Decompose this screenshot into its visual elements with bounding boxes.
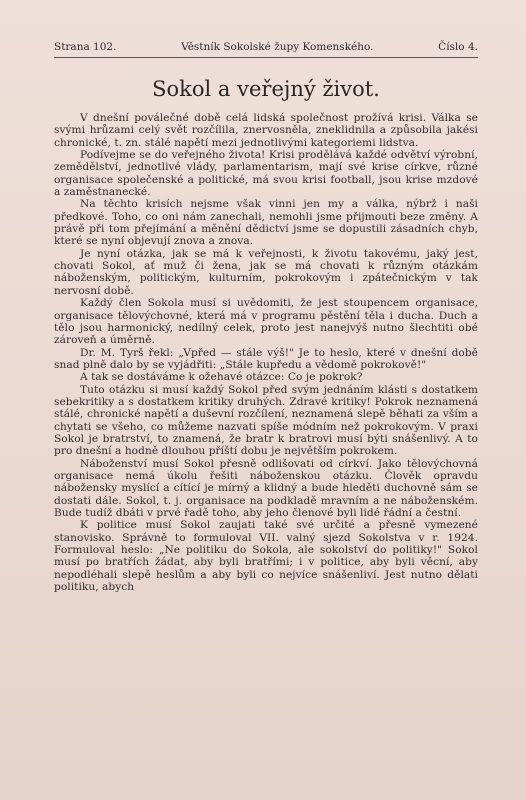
paragraph: K politice musí Sokol zaujati také své určité a přesně vymezené stanovisko. Správně to formuloval VII. valný sjezd Sokolstva v r. 1924. Formuloval heslo: „Ne politiku do Sokola, ale sokolství do politiky!" Sokol musí po bratřích žádat, aby byli bratřími; i v politice, aby byli věcní, aby nepodléhali slepě heslům a aby byli co nejvíce snášenliví. Jest nutno dělati politiku, abych bbox=[54, 519, 478, 594]
article-title: Sokol a veřejný život. bbox=[152, 77, 380, 101]
paragraph: Dr. M. Tyrš řekl: „Vpřed — stále výš!" Je to heslo, které v dnešní době snad plně dalo by se vyjádřiti: „Stále kupředu a vědomě pokrokově!" bbox=[54, 346, 478, 371]
paragraph: Je nyní otázka, jak se má k veřejnosti, k životu takovému, jaký jest, chovati Sokol, ať muž či žena, jak se má chovati k různým otázkám náboženským, politickým, kulturním, pokrokovým i zpátečnickým v tak nervosní době. bbox=[54, 247, 478, 297]
paragraph: Náboženství musí Sokol přesně odlišovati od církví. Jako tělovýchovná organisace nemá úkolu řešiti náboženskou otázku. Člověk opravdu nábožensky myslící a cítící je mírný a klidný a bude hleděti duchovně sám se dostati dále. Sokol, t. j. organisace na podkladě mravním a ne náboženském. Bude tudíž dbáti v prvé řadě toho, aby jeho členové byli lidé řádní a čestní. bbox=[54, 457, 478, 519]
paragraph: V dnešní poválečné době celá lidská společnost prožívá krisi. Válka se svými hrůzami celý svět rozčílila, znervosněla, zneklidnila a způsobila jakési chronické, t. zn. stálé napětí mezi jednotlivými kategoriemi lidstva. bbox=[54, 112, 478, 149]
paragraph: Tuto otázku si musí každý Sokol před svým jednáním klásti s dostatkem sebekritiky a s dostatkem kritiky druhých. Zdravé kritiky! Pokrok neznamená stálé, chronické napětí a duševní rozčílení, neznamená slepě běhati za vším a chytati se všeho, co můžeme nazvati spíše módním než pokrokovým. V praxi Sokol je bratrství, to znamená, že bratr k bratrovi musí býti snášenlivý. A to pro dnešní a hodně dlouhou příští dobu je největším pokrokem. bbox=[54, 383, 478, 458]
journal-name: Věstník Sokolské župy Komenského. bbox=[181, 41, 374, 53]
paragraph: Na těchto krisích nejsme však vinni jen my a válka, nýbrž i naši předkové. Toho, co oni nám zanechali, nemohli jsme přijmouti beze změny. A právě při tom přejímání a měnění dědictví jsme se dopustili zásadních chyb, které se nyní objevují znova a znova. bbox=[54, 198, 478, 248]
issue-number: Číslo 4. bbox=[438, 41, 478, 53]
paragraph: A tak se dostáváme k ožehavé otázce: Co je pokrok? bbox=[80, 371, 363, 384]
paragraph: Podívejme se do veřejného života! Krisi prodělává každé odvětví výrobní, zemědělství, jednotlivé vlády, parlamentarism, mají své krise církve, různé organisace společenské a politické, má svou krisi football, jsou krise mzdové a zaměstnanecké. bbox=[54, 149, 478, 199]
article-body bbox=[54, 112, 478, 593]
paragraph: Každý člen Sokola musí si uvědomiti, že jest stoupencem organisace, organisace tělovýchovné, která má v programu pěstění těla i ducha. Duch a tělo jsou harmonický, nedílný celek, proto jest nanejvýš nutno šlechtiti obé zároveň a úměrně. bbox=[54, 297, 478, 347]
page-number: Strana 102. bbox=[54, 41, 117, 53]
running-header bbox=[54, 40, 478, 58]
